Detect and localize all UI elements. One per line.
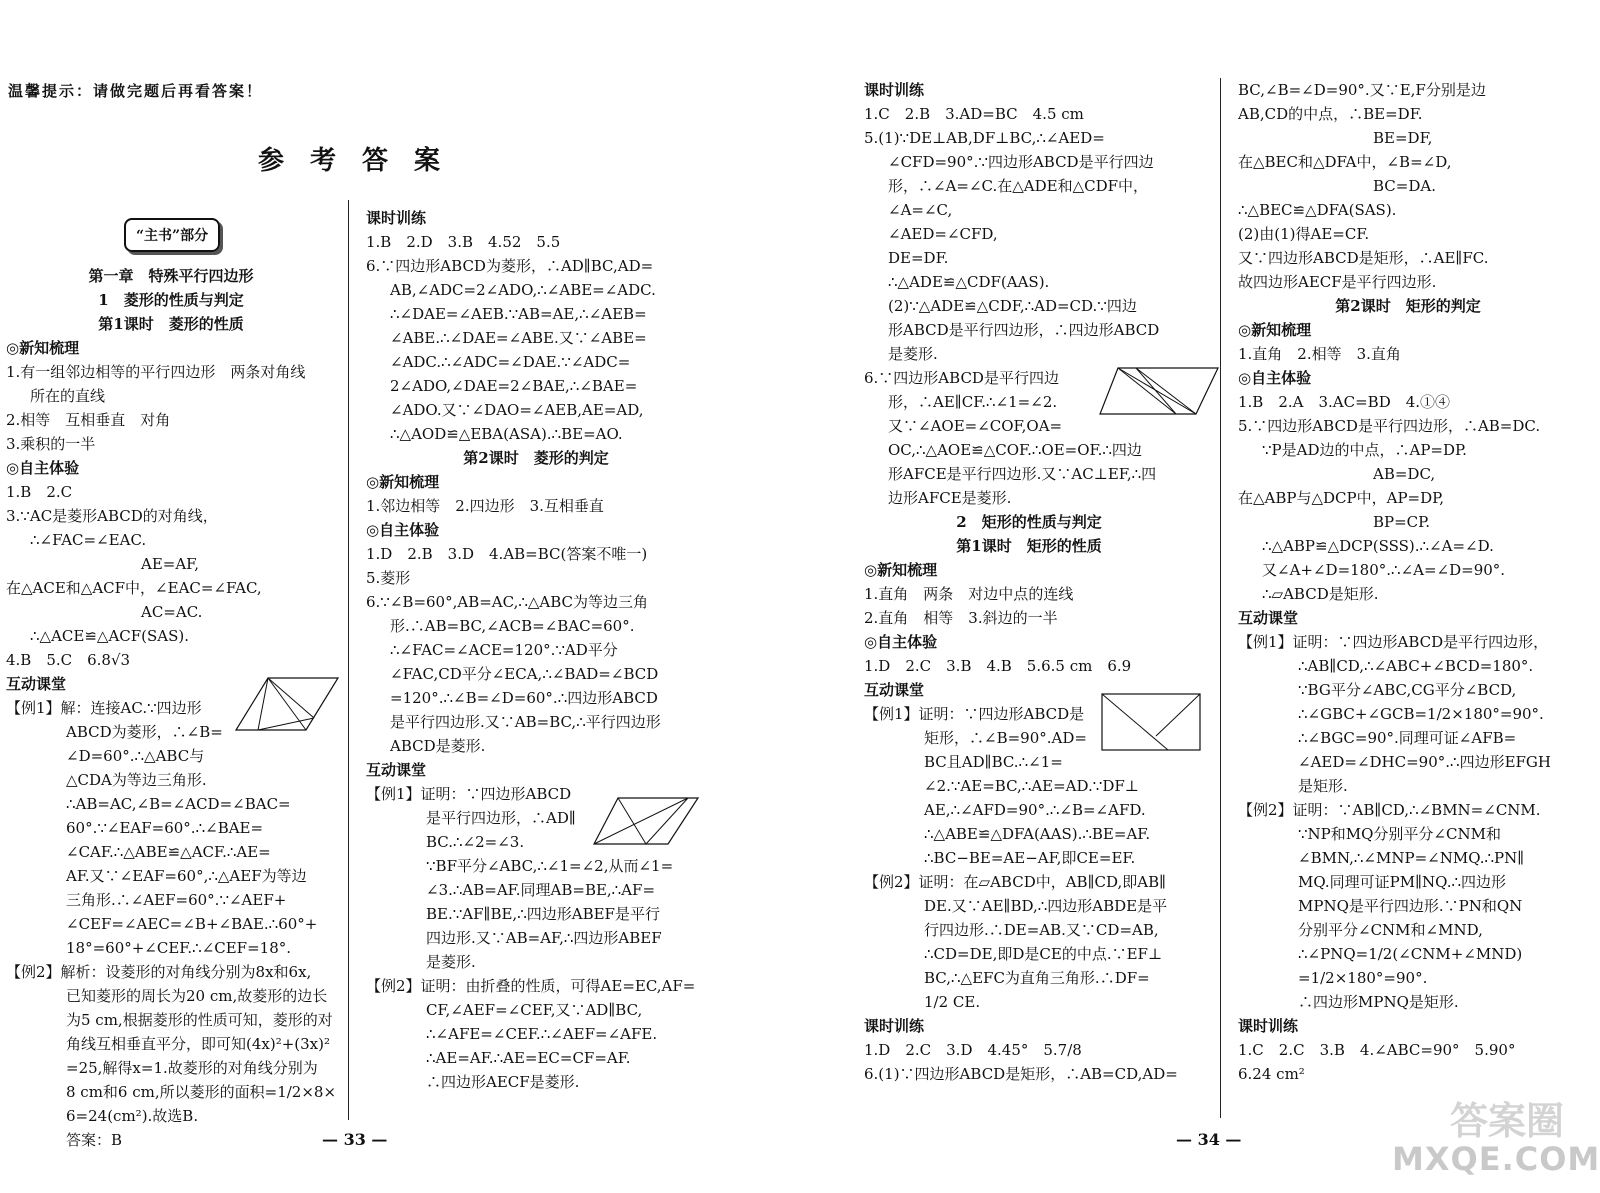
answer-line: 【例1】解：连接AC.∵四边形 [6,699,202,717]
answer-line: 矩形，∴∠B=90°.AD= [924,729,1087,747]
answer-line: ◎自主体验 [864,633,938,651]
answer-line: 互动课堂 [864,681,925,699]
answer-line: 边形AFCE是菱形. [888,489,1012,507]
answer-line: ∠BMN,∴∠MNP=∠NMQ.∴PN∥ [1298,849,1525,867]
answer-line: 1.B 2.A 3.AC=BD 4.①④ [1238,393,1451,411]
answer-line: △CDA为等边三角形. [66,771,207,789]
answer-line: 互动课堂 [6,675,67,693]
answer-line: 1.直角 2.相等 3.直角 [1238,345,1401,363]
answer-line: ∵NP和MQ分别平分∠CNM和 [1298,825,1501,843]
answer-line: 所在的直线 [30,387,106,405]
answer-line: 是菱形. [888,345,938,363]
answer-line: 第2课时 菱形的判定 [463,449,609,467]
answer-line: BC,∴△EFC为直角三角形.∴DF= [924,969,1150,987]
answer-line: 2.直角 相等 3.斜边的一半 [864,609,1058,627]
answer-line: 2.相等 互相垂直 对角 [6,411,171,429]
answer-line: ∵BG平分∠ABC,CG平分∠BCD, [1298,681,1517,699]
answer-line: =120°.∴∠B=∠D=60°.∴四边形ABCD [390,689,658,707]
answer-line: BC.∴∠2=∠3. [426,833,525,851]
answer-line: BC且AD∥BC.∴∠1= [924,753,1063,771]
answer-line: ∴四边形MPNQ是矩形. [1298,993,1459,1011]
answer-line: 【例2】解析：设菱形的对角线分别为8x和6x, [6,963,312,981]
answer-line: 三角形.∴∠AEF=60°.∵∠AEF+ [66,891,287,909]
answer-line: 2 矩形的性质与判定 [956,513,1102,531]
answer-line: ∴∠DAE=∠AEB.∵AB=AE,∴∠AEB= [390,305,647,323]
answer-line: 【例1】证明：∵四边形ABCD是平行四边形， [1238,633,1549,651]
answer-line: ∠CFD=90°.∵四边形ABCD是平行四边 [888,153,1154,171]
answer-line: 互动课堂 [366,761,427,779]
answer-line: =25,解得x=1.故菱形的对角线分别为 [66,1059,318,1077]
answer-line: 第1课时 菱形的性质 [98,315,244,333]
answer-line: 6.∵四边形ABCD是平行四边 [864,369,1059,387]
answer-line: 第2课时 矩形的判定 [1335,297,1481,315]
answer-line: AB,CD的中点，∴BE=DF. [1238,105,1423,123]
answer-line: ∠CEF=∠AEC=∠B+∠BAE.∴60°+ [66,915,318,933]
answer-line: 又∠A+∠D=180°.∴∠A=∠D=90°. [1262,561,1506,579]
answer-line: ∴AB∥CD,∴∠ABC+∠BCD=180°. [1298,657,1534,675]
answer-line: 8 cm和6 cm,所以菱形的面积=1/2×8× [66,1083,337,1101]
answer-line: 60°.∵∠EAF=60°.∴∠BAE= [66,819,264,837]
answer-line: 【例2】证明：由折叠的性质，可得AE=EC,AF= [366,977,696,995]
answer-line: 4.B 5.C 6.8√3 [6,651,131,669]
answer-line: AB=DC, [1238,465,1436,483]
answer-line: ∠ADO.又∵∠DAO=∠AEB,AE=AD, [390,401,644,419]
answer-line: 1.C 2.C 3.B 4.∠ABC=90° 5.90° [1238,1041,1516,1059]
answer-line: AC=AC. [6,603,203,621]
answer-line: AB,∠ADC=2∠ADO,∴∠ABE=∠ADC. [390,281,656,299]
answer-line: ∴∠PNQ=1/2(∠CNM+∠MND) [1298,945,1523,963]
answer-line: ∵P是AD边的中点，∴AP=DP. [1262,441,1467,459]
answer-line: BE.∵AF∥BE,∴四边形ABEF是平行 [426,905,660,923]
answer-line: 是菱形. [426,953,476,971]
answer-line: 故四边形AECF是平行四边形. [1238,273,1437,291]
section-badge: “主书”部分 [124,218,220,252]
answer-line: (2)∵△ADE≌△CDF,∴AD=CD.∵四边 [888,297,1137,315]
answer-line: 答案：B [66,1131,123,1149]
answer-line: 1.D 2.C 3.B 4.B 5.6.5 cm 6.9 [864,657,1132,675]
answer-line: 2∠ADO,∠DAE=2∠BAE,∴∠BAE= [390,377,638,395]
answer-line: 6.∵∠B=60°,AB=AC,∴△ABC为等边三角 [366,593,649,611]
answer-line: ∴∠AFE=∠CEF.∴∠AEF=∠AFE. [426,1025,658,1043]
page-number-left: — 33 — [322,1130,388,1149]
answer-line: 课时训练 [366,209,427,227]
answer-line: ∴△AOD≌△EBA(ASA).∴BE=AO. [390,425,623,443]
answer-line: 又∵∠AOE=∠COF,OA= [888,417,1063,435]
answer-line: 形，∴∠A=∠C.在△ADE和△CDF中， [888,177,1149,195]
answer-line: ∠ABE.∴∠DAE=∠ABE.又∵∠ABE= [390,329,647,347]
answer-line: 【例2】证明：在▱ABCD中，AB∥CD,即AB∥ [864,873,1167,891]
answer-line: 5.菱形 [366,569,411,587]
rhombus-figure [228,672,348,742]
answer-line: 【例1】证明：∵四边形ABCD [366,785,572,803]
answer-line: ∠3.∴AB=AF.同理AB=BE,∴AF= [426,881,656,899]
answer-line: 课时训练 [864,1017,925,1035]
answer-line: OC,∴△AOE≌△COF.∴OE=OF.∴四边 [888,441,1142,459]
answer-line: BC,∠B=∠D=90°.又∵E,F分别是边 [1238,81,1486,99]
answer-line: ∴△BEC≌△DFA(SAS). [1238,201,1397,219]
answer-line: 18°=60°+∠CEF.∴∠CEF=18°. [66,939,292,957]
answer-line: ∴CD=DE,即D是CE的中点.∵EF⊥ [924,945,1163,963]
answer-line: 1.B 2.C [6,483,73,501]
answer-line: 6.(1)∵四边形ABCD是矩形，∴AB=CD,AD= [864,1065,1178,1083]
answer-line: ∠CAF.∴△ABE≌△ACF.∴AE= [66,843,271,861]
watermark-logo: 答案圈 [1450,1099,1565,1143]
answer-line: 形AFCE是平行四边形.又∵AC⊥EF,∴四 [888,465,1157,483]
answer-line: =1/2×180°=90°. [1298,969,1428,987]
column-divider-left [348,200,349,1120]
answer-line: ∴∠GBC+∠GCB=1/2×180°=90°. [1298,705,1544,723]
answer-line: 1.直角 两条 对边中点的连线 [864,585,1074,603]
answer-line: DE.又∵AE∥BD,∴四边形ABDE是平 [924,897,1168,915]
answer-line: DE=DF. [888,249,949,267]
answer-line: ∴∠FAC=∠EAC. [30,531,147,549]
answer-line: ∴△ABP≌△DCP(SSS).∴∠A=∠D. [1262,537,1494,555]
answer-line: 1.D 2.B 3.D 4.AB=BC(答案不唯一) [366,545,648,563]
answer-line: 5.∵四边形ABCD是平行四边形，∴AB=DC. [1238,417,1541,435]
answer-line: ABCD是菱形. [390,737,486,755]
answer-line: 为5 cm,根据菱形的性质可知，菱形的对 [66,1011,333,1029]
answer-line: 在△BEC和△DFA中，∠B=∠D, [1238,153,1452,171]
answer-line: 在△ACE和△ACF中，∠EAC=∠FAC, [6,579,262,597]
answer-line: ∠D=60°.∴△ABC与 [66,747,205,765]
answer-line: 6=24(cm²).故选B. [66,1107,199,1125]
answer-line: 课时训练 [864,81,925,99]
answer-line: 互动课堂 [1238,609,1299,627]
answer-line: 5.(1)∵DE⊥AB,DF⊥BC,∴∠AED= [864,129,1105,147]
watermark-url: MXQE.COM [1392,1140,1600,1178]
answer-line: 1.D 2.C 3.D 4.45° 5.7/8 [864,1041,1082,1059]
answer-line: BC=DA. [1238,177,1436,195]
answer-line: ◎自主体验 [1238,369,1312,387]
answer-line: CF,∠AEF=∠CEF,又∵AD∥BC, [426,1001,643,1019]
answer-column-3 [864,78,1194,1086]
answer-line: ∠2.∵AE=BC,∴AE=AD.∵DF⊥ [924,777,1139,795]
answer-line: ABCD为菱形，∴∠B= [66,723,223,741]
answer-line: ∵BF平分∠ABC,∴∠1=∠2,从而∠1= [426,857,674,875]
answer-line: AE=AF, [6,555,200,573]
page-title: 参考答案 [258,146,467,176]
answer-line: 行四边形.∴DE=AB.又∵CD=AB, [924,921,1159,939]
answer-column-4 [1238,78,1578,1086]
rectangle-figure [1096,688,1206,756]
answer-line: 已知菱形的周长为20 cm,故菱形的边长 [66,987,328,1005]
answer-line: 1.C 2.B 3.AD=BC 4.5 cm [864,105,1084,123]
answer-line: AF.又∵∠EAF=60°,∴△AEF为等边 [66,867,307,885]
answer-line: BP=CP. [1238,513,1430,531]
answer-line: ◎自主体验 [6,459,80,477]
answer-line: 6.24 cm² [1238,1065,1305,1083]
answer-line: AE,∴∠AFD=90°.∴∠B=∠AFD. [924,801,1146,819]
answer-column-2 [366,206,706,1094]
answer-line: 四边形.又∵AB=AF,∴四边形ABEF [426,929,662,947]
answer-line: ∴▱ABCD是矩形. [1262,585,1379,603]
answer-line: ∴∠BGC=90°.同理可证∠AFB= [1298,729,1517,747]
answer-line: 是平行四边形.又∵AB=BC,∴平行四边形 [390,713,661,731]
answer-line: ∠FAC,CD平分∠ECA,∴∠BAD=∠BCD [390,665,659,683]
answer-line: 又∵四边形ABCD是矩形，∴AE∥FC. [1238,249,1489,267]
answer-line: ∴△ACE≌△ACF(SAS). [30,627,190,645]
answer-line: 是平行四边形，∴AD∥ [426,809,576,827]
answer-line: MPNQ是平行四边形.∵PN和QN [1298,897,1523,915]
parallelogram-figure [588,792,708,854]
answer-line: ◎新知梳理 [6,339,80,357]
answer-line: ∴△ABE≌△DFA(AAS).∴BE=AF. [924,825,1151,843]
answer-line: 1.B 2.D 3.B 4.52 5.5 [366,233,561,251]
answer-line: 【例1】证明：∵四边形ABCD是 [864,705,1085,723]
answer-line: 【例2】证明：∵AB∥CD,∴∠BMN=∠CNM. [1238,801,1541,819]
answer-line: ∴BC−BE=AE−AF,即CE=EF. [924,849,1136,867]
answer-line: MQ.同理可证PM∥NQ.∴四边形 [1298,873,1507,891]
answer-line: ∴四边形AECF是菱形. [426,1073,580,1091]
answer-line: ∠ADC.∴∠ADC=∠DAE.∵∠ADC= [390,353,631,371]
answer-line: 3.∵AC是菱形ABCD的对角线， [6,507,218,525]
answer-line: 1.有一组邻边相等的平行四边形 两条对角线 [6,363,306,381]
answer-line: 第1课时 矩形的性质 [956,537,1102,555]
answer-line: 6.∵四边形ABCD为菱形，∴AD∥BC,AD= [366,257,654,275]
answer-line: ∠AED=∠CFD, [888,225,998,243]
answer-line: ∠A=∠C, [888,201,953,219]
answer-line: ∴AB=AC,∠B=∠ACD=∠BAC= [66,795,291,813]
answer-line: ∴△ADE≌△CDF(AAS). [888,273,1050,291]
answer-line: ∠AED=∠DHC=90°.∴四边形EFGH [1298,753,1551,771]
answer-line: 是矩形. [1298,777,1348,795]
answer-line: 在△ABP与△DCP中，AP=DP, [1238,489,1444,507]
answer-line: 形.∴AB=BC,∠ACB=∠BAC=60°. [390,617,635,635]
page-number-right: — 34 — [1176,1130,1242,1149]
reminder-text: 温馨提示：请做完题后再看答案！ [8,82,264,100]
answer-line: (2)由(1)得AE=CF. [1238,225,1370,243]
parallelogram-diagonals-figure [1096,362,1224,422]
answer-line: BE=DF, [1238,129,1433,147]
answer-line: ◎新知梳理 [864,561,938,579]
answer-line: 形ABCD是平行四边形，∴四边形ABCD [888,321,1160,339]
answer-line: 3.乘积的一半 [6,435,96,453]
answer-line: 1.邻边相等 2.四边形 3.互相垂直 [366,497,604,515]
answer-line: ◎新知梳理 [1238,321,1312,339]
answer-line: 分别平分∠CNM和∠MND, [1298,921,1483,939]
answer-line: 1 菱形的性质与判定 [98,291,244,309]
answer-line: ∴∠FAC=∠ACE=120°.∵AD平分 [390,641,618,659]
answer-line: 角线互相垂直平分，即可知(4x)²+(3x)² [66,1035,331,1053]
answer-line: 形，∴AE∥CF.∴∠1=∠2. [888,393,1058,411]
answer-line: ∴AE=AF.∴AE=EC=CF=AF. [426,1049,631,1067]
answer-line: ◎自主体验 [366,521,440,539]
answer-line: 1/2 CE. [924,993,981,1011]
answer-line: 第一章 特殊平行四边形 [88,267,254,285]
answer-line: 课时训练 [1238,1017,1299,1035]
column-divider-right [1220,78,1221,1118]
answer-line: ◎新知梳理 [366,473,440,491]
